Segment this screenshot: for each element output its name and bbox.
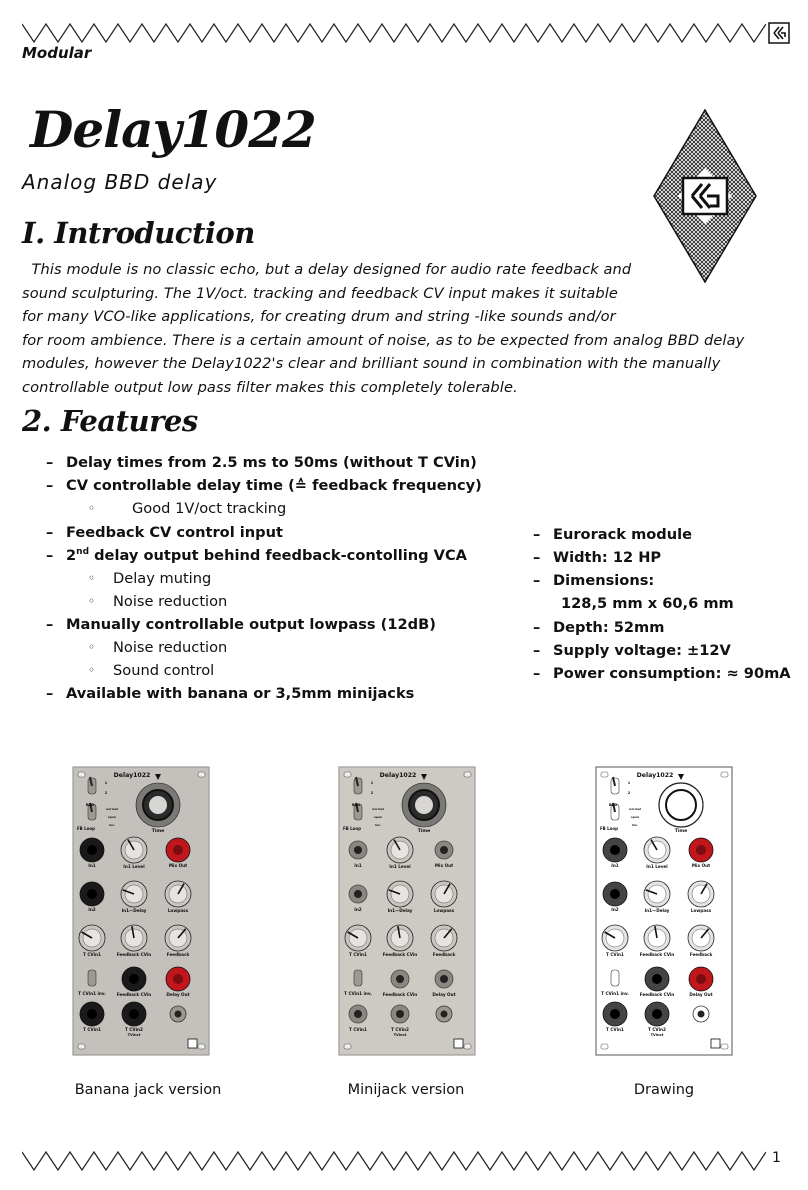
label-normal: normal <box>372 807 384 811</box>
label-fb-loop: FB Loop <box>599 826 619 831</box>
feature-subitem: Delay muting <box>113 570 212 587</box>
panel-label: In1 <box>611 863 619 868</box>
spec-item: Power consumption: ≈ 90mA <box>553 665 791 682</box>
mounting-hole <box>344 1044 351 1049</box>
jack-feedback-cvin-hole <box>396 975 404 983</box>
label-inv: inv. <box>108 823 116 827</box>
caption-banana: Banana jack version <box>74 1082 222 1098</box>
page-number: 1 <box>772 1150 781 1166</box>
mounting-hole <box>78 1044 85 1049</box>
panel-label: T CVin2 <box>391 1027 409 1032</box>
label-switch-2: 2 <box>370 791 374 795</box>
jack-feedback-cvin-hole <box>652 974 662 984</box>
panel-label: T CVin2 <box>648 1027 666 1032</box>
intro-line: sound sculpturing. The 1V/oct. tracking and feedback CV input makes it suitable <box>22 284 618 302</box>
toggle-t-cvin1-inv <box>354 970 362 986</box>
heading-introduction: I. Introduction <box>22 216 255 250</box>
mounting-hole <box>78 772 85 777</box>
panel-label: Lowpass <box>433 908 455 913</box>
panel-label: T CVin1 inv. <box>344 991 372 996</box>
intro-line: for many VCO-like applications, for creating drum and string -like sounds and/or <box>22 308 616 325</box>
jack-in1-hole <box>610 845 620 855</box>
mounting-hole <box>464 1044 471 1049</box>
panel-label: Feedback <box>432 952 456 957</box>
panel-label: T CVin1 <box>83 952 101 957</box>
time-knob-cap <box>149 796 167 814</box>
jack-t-cvin2-hole <box>396 1010 404 1018</box>
jack-mix-out-hole <box>173 845 183 855</box>
time-knob <box>666 790 696 820</box>
caption-drawing: Drawing <box>633 1082 695 1098</box>
brand-logo-small <box>768 22 790 44</box>
label-inv: inv. <box>631 823 639 827</box>
mounting-hole <box>344 772 351 777</box>
panel-label: Mix Out <box>434 863 454 868</box>
label-open: open <box>107 815 117 819</box>
panel-label: TVinct <box>127 1033 141 1037</box>
label-switch-1: 1 <box>627 781 631 785</box>
intro-line: for room ambience. There is a certain amount of noise, as to be expected from analog BBD delay <box>22 331 745 349</box>
jack-t-cvin1-hole <box>354 1010 362 1018</box>
spec-item: Dimensions: <box>553 572 655 589</box>
panel-label: In1 <box>88 863 96 868</box>
ground-jack-hole <box>441 1011 448 1018</box>
feature-item: Feedback CV control input <box>66 524 283 541</box>
panel-label: TVinct <box>650 1033 664 1037</box>
panel-label: Delay Out <box>166 992 190 997</box>
panel-label: T CVin1 inv. <box>601 991 629 996</box>
jack-t-cvin1-hole <box>87 1009 97 1019</box>
panel-label: In2 <box>354 907 362 912</box>
toggle-t-cvin1-inv <box>88 970 96 986</box>
jack-in1-hole <box>354 846 362 854</box>
jack-delay-out-hole <box>173 974 183 984</box>
panel-label: T CVin1 inv. <box>78 991 106 996</box>
label-time: Time <box>674 829 688 834</box>
mounting-hole <box>464 772 471 777</box>
jack-t-cvin2-hole <box>652 1009 662 1019</box>
panel-label: In2 <box>88 907 96 912</box>
jack-t-cvin1-hole <box>610 1009 620 1019</box>
feature-item: CV controllable delay time (≙ feedback frequency) <box>66 477 482 494</box>
jack-in2-hole <box>610 889 620 899</box>
panel-label: T CVin1 <box>83 1027 101 1032</box>
panel-label: In1 Level <box>123 864 145 869</box>
feature-subitem: Noise reduction <box>113 639 228 656</box>
feature-subitem: Noise reduction <box>113 593 228 610</box>
label-time: Time <box>417 829 431 834</box>
spec-item: Depth: 52mm <box>553 619 665 636</box>
panel-label: Feedback CVin <box>382 952 418 957</box>
panel-label: Feedback CVin <box>639 992 675 997</box>
spec-item: Width: 12 HP <box>553 549 662 566</box>
intro-line: modules, however the Delay1022's clear and brilliant sound in combination with the manually <box>22 355 721 372</box>
panel-label: In1—Delay <box>644 908 670 913</box>
panel-label: Delay Out <box>689 992 713 997</box>
panel-label: In2 <box>611 907 619 912</box>
time-knob-cap <box>415 796 433 814</box>
ground-jack-hole <box>175 1011 182 1018</box>
label-open: open <box>373 815 383 819</box>
panel-logo <box>711 1039 720 1048</box>
panel-label: T CVin1 <box>349 1027 367 1032</box>
panel-title: Delay1022 <box>636 772 674 779</box>
feature-subitem: Sound control <box>113 662 215 679</box>
label-switch-2: 2 <box>104 791 108 795</box>
label-switch-1: 1 <box>104 781 108 785</box>
panel-label: Delay Out <box>432 992 456 997</box>
panel-label: T CVin1 <box>606 1027 624 1032</box>
intro-line: controllable output low pass filter makes this completely tolerable. <box>22 378 518 396</box>
panel-title: Delay1022 <box>379 772 417 779</box>
bottom-zigzag-rule <box>22 1150 766 1172</box>
page-subtitle: Analog BBD delay <box>22 170 218 194</box>
label-inv: inv. <box>374 823 382 827</box>
top-zigzag-rule <box>22 22 766 44</box>
label-switch-2: 2 <box>627 791 631 795</box>
panel-label: In1—Delay <box>121 908 147 913</box>
panel-label: In1—Delay <box>387 908 413 913</box>
label-fb-loop: FB Loop <box>342 826 362 831</box>
jack-delay-out-hole <box>696 974 706 984</box>
panel-label: TVinct <box>393 1033 407 1037</box>
panel-title: Delay1022 <box>113 772 151 779</box>
intro-line: This module is no classic echo, but a delay designed for audio rate feedback and <box>22 261 632 278</box>
panel-label: Feedback CVin <box>382 992 418 997</box>
panel-label: T CVin1 <box>349 952 367 957</box>
mounting-hole <box>721 772 728 777</box>
panel-drawing <box>595 766 733 1056</box>
panel-label: Feedback CVin <box>116 992 152 997</box>
mounting-hole <box>198 1044 205 1049</box>
jack-in2-hole <box>354 890 362 898</box>
spec-item-continued: 128,5 mm x 60,6 mm <box>561 595 734 612</box>
panel-label: Feedback CVin <box>639 952 675 957</box>
panel-label: Mix Out <box>691 863 711 868</box>
label-bbd: BBD <box>351 803 361 807</box>
feature-list-right: – Eurorack module – Width: 12 HP – Dimensions: 128,5 mm x 60,6 mm – Depth: 52mm – Supply voltage: ±12V – Power consumption: ≈ 90mA <box>533 526 791 682</box>
jack-in2-hole <box>87 889 97 899</box>
heading-features: 2. Features <box>22 404 198 438</box>
spec-item: Eurorack module <box>553 526 693 543</box>
page-title: Delay1022 <box>30 100 316 159</box>
panel-label: Lowpass <box>690 908 712 913</box>
mounting-hole <box>198 772 205 777</box>
panel-label: In1 Level <box>646 864 668 869</box>
intro-paragraph <box>22 258 792 399</box>
panel-banana-version <box>72 766 210 1056</box>
label-open: open <box>630 815 640 819</box>
jack-in1-hole <box>87 845 97 855</box>
panel-label: Feedback <box>166 952 190 957</box>
feature-subitem: Good 1V/oct tracking <box>132 500 287 517</box>
feature-list-left: – Delay times from 2.5 ms to 50ms (without T CVin) – CV controllable delay time (≙ feedback frequency) ◦ Good 1V/oct tracking – Feedback CV control input – 2nd delay output behind feedback-contolling VCA ◦ Delay muting ◦ Noise reduction – Manually controllable output lowpass (12dB) ◦ Noise reduction ◦ Sound control – Available with banana or 3,5mm minijacks <box>46 454 482 702</box>
mounting-hole <box>601 1044 608 1049</box>
jack-mix-out-hole <box>696 845 706 855</box>
toggle-t-cvin1-inv <box>611 970 619 986</box>
feature-item: Delay times from 2.5 ms to 50ms (without T CVin) <box>66 454 477 471</box>
label-bbd: BBD <box>608 803 618 807</box>
section-label: Modular <box>22 44 92 62</box>
label-fb-loop: FB Loop <box>76 826 96 831</box>
panel-label: Lowpass <box>167 908 189 913</box>
feature-item: Manually controllable output lowpass (12dB) <box>66 616 436 633</box>
label-normal: normal <box>106 807 118 811</box>
mounting-hole <box>721 1044 728 1049</box>
panel-label: Feedback CVin <box>116 952 152 957</box>
panel-label: T CVin2 <box>125 1027 143 1032</box>
mounting-hole <box>601 772 608 777</box>
jack-t-cvin2-hole <box>129 1009 139 1019</box>
ground-jack-hole <box>698 1011 705 1018</box>
label-bbd: BBD <box>85 803 95 807</box>
label-normal: normal <box>629 807 641 811</box>
caption-minijack: Minijack version <box>347 1082 465 1098</box>
label-switch-1: 1 <box>370 781 374 785</box>
jack-mix-out-hole <box>440 846 448 854</box>
panel-minijack-version <box>338 766 476 1056</box>
label-time: Time <box>151 829 165 834</box>
feature-item-second-output: 2nd delay output behind feedback-contolling VCA <box>66 547 467 564</box>
panel-logo <box>188 1039 197 1048</box>
panel-label: T CVin1 <box>606 952 624 957</box>
panel-label: In1 Level <box>389 864 411 869</box>
jack-feedback-cvin-hole <box>129 974 139 984</box>
jack-delay-out-hole <box>440 975 448 983</box>
panel-logo <box>454 1039 463 1048</box>
panel-label: In1 <box>354 863 362 868</box>
panel-label: Mix Out <box>168 863 188 868</box>
panel-label: Feedback <box>689 952 713 957</box>
feature-item: Available with banana or 3,5mm minijacks <box>66 685 415 702</box>
spec-item: Supply voltage: ±12V <box>553 642 731 659</box>
